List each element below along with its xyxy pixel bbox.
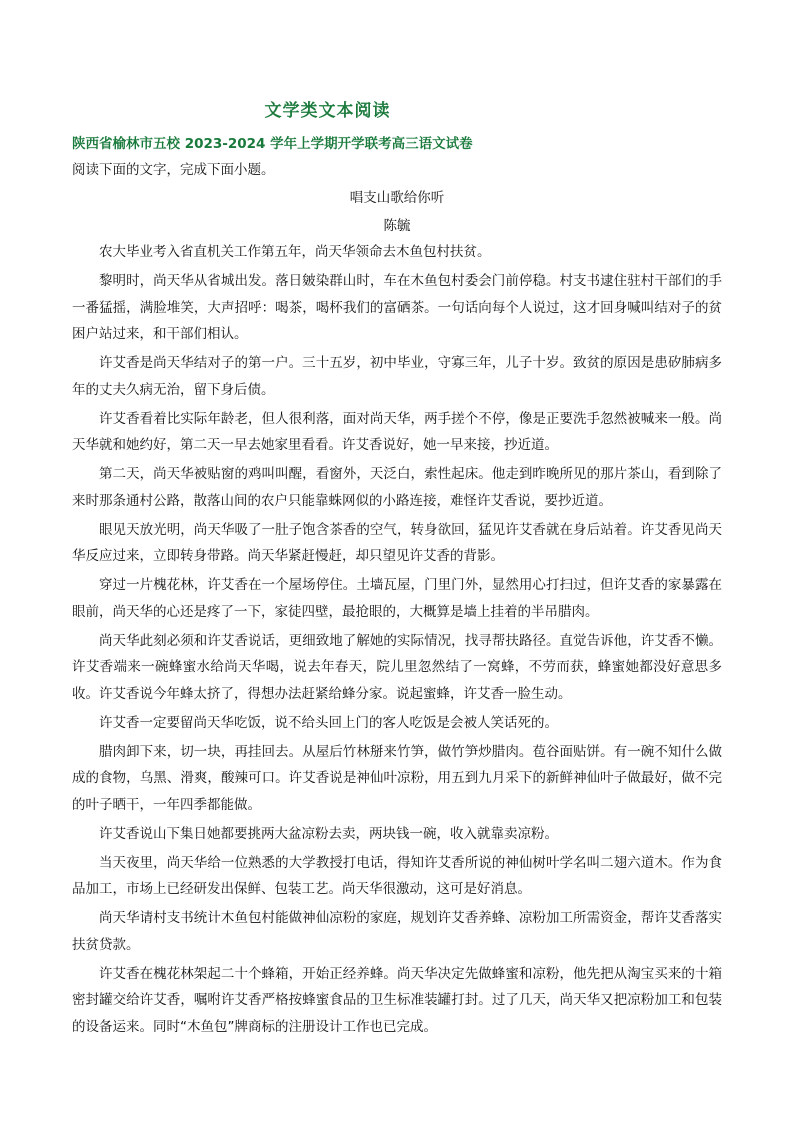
paragraph: 许艾香在槐花林架起二十个蜂箱，开始正经养蜂。尚天华决定先做蜂蜜和凉粉，他先把从淘宝买来的十箱密封罐交给许艾香，嘱咐许艾香严格按蜂蜜食品的卫生标准装罐打封。过了几天，尚天华又把凉粉加工和包装的设备运来。同时“木鱼包”牌商标的注册设计工作也已完成。 xyxy=(72,965,722,1035)
paragraph: 许艾香说山下集日她都要挑两大盆凉粉去卖，两块钱一碗，收入就靠卖凉粉。 xyxy=(99,825,558,842)
section-title: 文学类文本阅读 xyxy=(264,101,391,121)
paragraph: 腊肉卸下来，切一块，再挂回去。从屋后竹林掰来竹笋，做竹笋炒腊肉。苞谷面贴饼。有一碗不知什么做成的食物，乌黑、滑爽，酸辣可口。许艾香说是神仙叶凉粉，用五到九月采下的新鲜神仙叶子做最好，做不完的叶子晒干，一年四季都能做。 xyxy=(72,743,722,813)
paragraph: 当天夜里，尚天华给一位熟悉的大学教授打电话，得知许艾香所说的神仙树叶学名叫二翅六道木。作为食品加工，市场上已经研发出保鲜、包装工艺。尚天华很激动，这可是好消息。 xyxy=(72,854,722,897)
story-title: 唱支山歌给你听 xyxy=(349,190,445,206)
paragraph: 穿过一片槐花林，许艾香在一个屋场停住。土墙瓦屋，门里门外，显然用心打扫过，但许艾香的家暴露在眼前，尚天华的心还是疼了一下，家徒四壁，最抢眼的，大概算是墙上挂着的半吊腊肉。 xyxy=(72,577,722,620)
paragraph: 第二天，尚天华被贴窗的鸡叫叫醒，看窗外，天泛白，索性起床。他走到昨晚所见的那片茶山，看到除了来时那条通村公路，散落山间的农户只能靠蛛网似的小路连接，难怪许艾香说，要抄近道。 xyxy=(72,466,722,509)
paragraph: 许艾香是尚天华结对子的第一户。三十五岁，初中毕业，守寡三年，儿子十岁。致贫的原因是患矽肺病多年的丈夫久病无治，留下身后债。 xyxy=(72,355,722,398)
exam-source: 陕西省榆林市五校 2023-2024 学年上学期开学联考高三语文试卷 xyxy=(72,136,473,152)
story-body xyxy=(72,239,722,1043)
story-author: 陈毓 xyxy=(383,218,411,234)
instruction-text: 阅读下面的文字，完成下面小题。 xyxy=(72,162,275,178)
paragraph: 农大毕业考入省直机关工作第五年，尚天华领命去木鱼包村扶贫。 xyxy=(99,244,491,260)
paragraph: 尚天华请村支书统计木鱼包村能做神仙凉粉的家庭，规划许艾香养蜂、凉粉加工所需资金，帮许艾香落实扶贫贷款。 xyxy=(72,910,722,953)
paragraph: 尚天华此刻必须和许艾香说话，更细致地了解她的实际情况，找寻帮扶路径。直觉告诉他，许艾香不懒。许艾香端来一碗蜂蜜水给尚天华喝，说去年春天，院儿里忽然结了一窝蜂，不劳而获，蜂蜜她都没好意思多收。许艾香说今年蜂太挤了，得想办法赶紧给蜂分家。说起蜜蜂，许艾香一脸生动。 xyxy=(72,632,722,702)
paragraph: 黎明时，尚天华从省城出发。落日皴染群山时，车在木鱼包村委会门前停稳。村支书逮住驻村干部们的手一番猛摇，满脸堆笑，大声招呼：喝茶，喝杯我们的富硒茶。一句话向每个人说过，这才回身喊叫结对子的贫困户站过来，和干部们相认。 xyxy=(72,273,722,342)
paragraph: 眼见天放光明，尚天华吸了一肚子饱含茶香的空气，转身欲回，猛见许艾香就在身后站着。许艾香见尚天华反应过来，立即转身带路。尚天华紧赶慢赶，却只望见许艾香的背影。 xyxy=(72,521,722,564)
paragraph: 许艾香看着比实际年龄老，但人很利落，面对尚天华，两手搓个不停，像是正要洗手忽然被喊来一般。尚天华就和她约好，第二天一早去她家里看看。许艾香说好，她一早来接，抄近道。 xyxy=(72,410,722,453)
paragraph: 许艾香一定要留尚天华吃饭，说不给头回上门的客人吃饭是会被人笑话死的。 xyxy=(99,714,558,731)
